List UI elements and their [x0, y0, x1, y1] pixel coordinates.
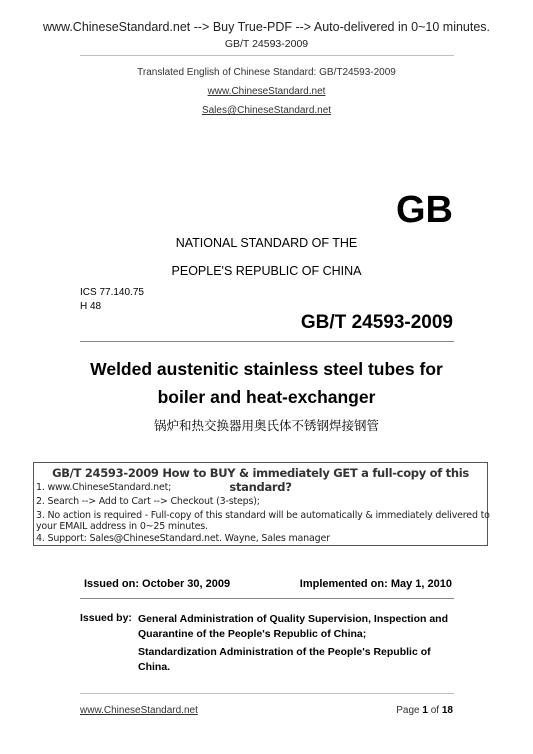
- footer-website-link[interactable]: www.ChineseStandard.net: [80, 705, 198, 716]
- buy-step-1: 1. www.ChineseStandard.net;: [36, 482, 172, 493]
- translated-note: Translated English of Chinese Standard: GB/T24593-2009: [137, 67, 396, 78]
- code-divider: [80, 341, 454, 342]
- national-standard-line2: PEOPLE'S REPUBLIC OF CHINA: [171, 264, 362, 278]
- standard-code: GB/T 24593-2009: [300, 312, 453, 333]
- email-link[interactable]: Sales@ChineseStandard.net: [201, 105, 332, 116]
- buy-box-title: GB/T 24593-2009 How to BUY & immediately GET a full-copy of this standard?: [52, 466, 469, 494]
- implemented-date: Implemented on: May 1, 2010: [299, 578, 452, 590]
- header-banner: www.ChineseStandard.net --> Buy True-PDF --> Auto-delivered in 0~10 minutes.: [42, 20, 491, 34]
- buy-step-2: 2. Search --> Add to Cart --> Checkout (3-steps);: [36, 496, 260, 507]
- title-chinese: 锅炉和热交换器用奥氏体不锈钢焊接钢管: [153, 419, 379, 433]
- title-line1: Welded austenitic stainless steel tubes for: [90, 359, 443, 379]
- buy-step-4: 4. Support: Sales@ChineseStandard.net. Wayne, Sales manager: [36, 533, 330, 544]
- issuer-org2: Standardization Administration of the People's Republic of China.: [138, 646, 431, 673]
- gb-mark: GB: [396, 189, 453, 231]
- title-line2: boiler and heat-exchanger: [157, 387, 376, 407]
- national-standard-line1: NATIONAL STANDARD OF THE: [175, 236, 358, 250]
- issued-by-label: Issued by:: [80, 612, 132, 624]
- page-indicator: [396, 705, 453, 716]
- page-total: 18: [441, 705, 453, 716]
- website-line: [0, 86, 533, 97]
- buy-step-3-cont: your EMAIL address in 0~25 minutes.: [36, 521, 208, 532]
- header-doc-code: GB/T 24593-2009: [224, 38, 309, 50]
- page-of: of: [427, 705, 442, 716]
- page-prefix: Page: [396, 705, 423, 716]
- page-number: 1: [422, 705, 428, 716]
- buy-step-3: 3. No action is required - Full-copy of this standard will be automatically & immediately delivered to: [36, 510, 490, 521]
- h-code: H 48: [80, 301, 102, 312]
- issuer-org1: General Administration of Quality Supervision, Inspection and Quarantine of the People's Republic of China;: [138, 613, 448, 640]
- footer-divider: [80, 693, 454, 694]
- dates-divider: [80, 598, 454, 599]
- header-divider: [80, 55, 454, 56]
- ics-code: ICS 77.140.75: [80, 287, 144, 298]
- issued-date: Issued on: October 30, 2009: [84, 578, 231, 590]
- buy-instructions-box: [33, 462, 488, 546]
- email-line: [0, 105, 533, 116]
- website-link[interactable]: www.ChineseStandard.net: [207, 86, 326, 97]
